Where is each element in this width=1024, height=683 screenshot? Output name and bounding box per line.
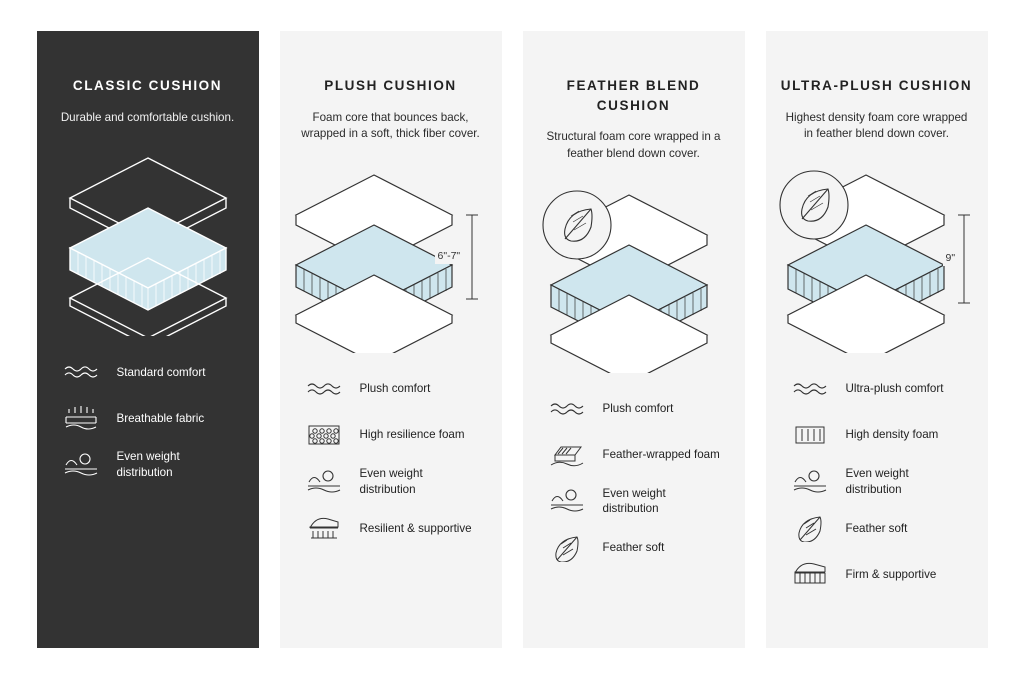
feature-item (306, 466, 482, 497)
feature-label: Breathable fabric (116, 411, 205, 425)
card-feather-blend-cushion[interactable] (523, 31, 745, 648)
feature-label: Even weight distribution (602, 486, 666, 516)
resilient-support-icon (306, 513, 348, 543)
wave-lines-icon (63, 357, 105, 387)
feature-label: Even weight distribution (116, 450, 180, 479)
feature-label: Plush comfort (602, 401, 674, 415)
card-description: Foam core that bounces back, wrapped in a soft, thick fiber cover. (301, 110, 480, 141)
honeycomb-foam-icon (306, 420, 348, 450)
breathable-fabric-icon (63, 403, 105, 433)
firm-support-icon (792, 559, 834, 589)
feature-item (63, 403, 239, 433)
feature-item (549, 533, 725, 563)
wave-lines-icon (549, 394, 591, 424)
card-description: Structural foam core wrapped in a feather blend down cover. (546, 130, 721, 160)
feature-list (766, 374, 988, 589)
feature-item (549, 440, 725, 470)
even-weight-icon (549, 486, 591, 516)
leaf-badge-icon (780, 171, 848, 239)
card-classic-cushion[interactable] (37, 31, 259, 648)
feature-label: Feather-wrapped foam (602, 447, 720, 461)
feature-label: Feather soft (602, 541, 665, 555)
card-ultra-plush-cushion[interactable] (766, 31, 988, 648)
feature-label: Plush comfort (359, 382, 431, 396)
cushion-layers-illustration (766, 153, 988, 368)
wave-lines-icon (306, 374, 348, 404)
feature-label: Ultra-plush comfort (845, 382, 944, 396)
feature-list (523, 394, 745, 563)
even-weight-icon (63, 450, 105, 480)
card-title: PLUSH CUSHION (324, 78, 457, 93)
cushion-layers-illustration (523, 173, 745, 388)
card-title: FEATHER BLEND CUSHION (566, 78, 701, 113)
card-plush-cushion[interactable] (280, 31, 502, 648)
leaf-badge-icon (543, 191, 611, 259)
feature-list (37, 357, 259, 480)
feature-label: Feather soft (845, 521, 908, 535)
feature-item (549, 394, 725, 424)
density-foam-icon (792, 420, 834, 450)
feature-label: Firm & supportive (845, 567, 937, 581)
feature-item (306, 374, 482, 404)
feature-item (792, 466, 968, 497)
feature-label: Even weight distribution (845, 467, 909, 496)
feature-item (792, 513, 968, 543)
cushion-layers-illustration (37, 136, 259, 351)
feature-item (306, 513, 482, 543)
wave-lines-icon (792, 374, 834, 404)
feature-item (792, 420, 968, 450)
feature-label: High density foam (845, 428, 939, 442)
feature-label: Resilient & supportive (359, 521, 472, 535)
dimension-label: 6"-7" (435, 248, 464, 264)
feature-item (792, 374, 968, 404)
even-weight-icon (792, 467, 834, 497)
card-description: Highest density foam core wrapped in feather blend down cover. (785, 110, 968, 141)
feature-item (63, 357, 239, 387)
even-weight-icon (306, 467, 348, 497)
feature-label: Standard comfort (116, 365, 206, 379)
feature-item (792, 559, 968, 589)
dimension-label: 9" (943, 250, 959, 266)
card-title: CLASSIC CUSHION (72, 78, 223, 93)
feather-wrapped-foam-icon (549, 440, 591, 470)
card-description: Durable and comfortable cushion. (60, 110, 235, 124)
feather-icon (792, 513, 834, 543)
feature-item (306, 420, 482, 450)
feature-item (63, 449, 239, 480)
feature-label: Even weight distribution (359, 467, 423, 496)
feature-label: High resilience foam (359, 428, 465, 442)
card-title: ULTRA-PLUSH CUSHION (780, 78, 973, 93)
feather-icon (549, 533, 591, 563)
feature-list (280, 374, 502, 543)
cushion-layers-illustration (280, 153, 502, 368)
feature-item (549, 486, 725, 517)
